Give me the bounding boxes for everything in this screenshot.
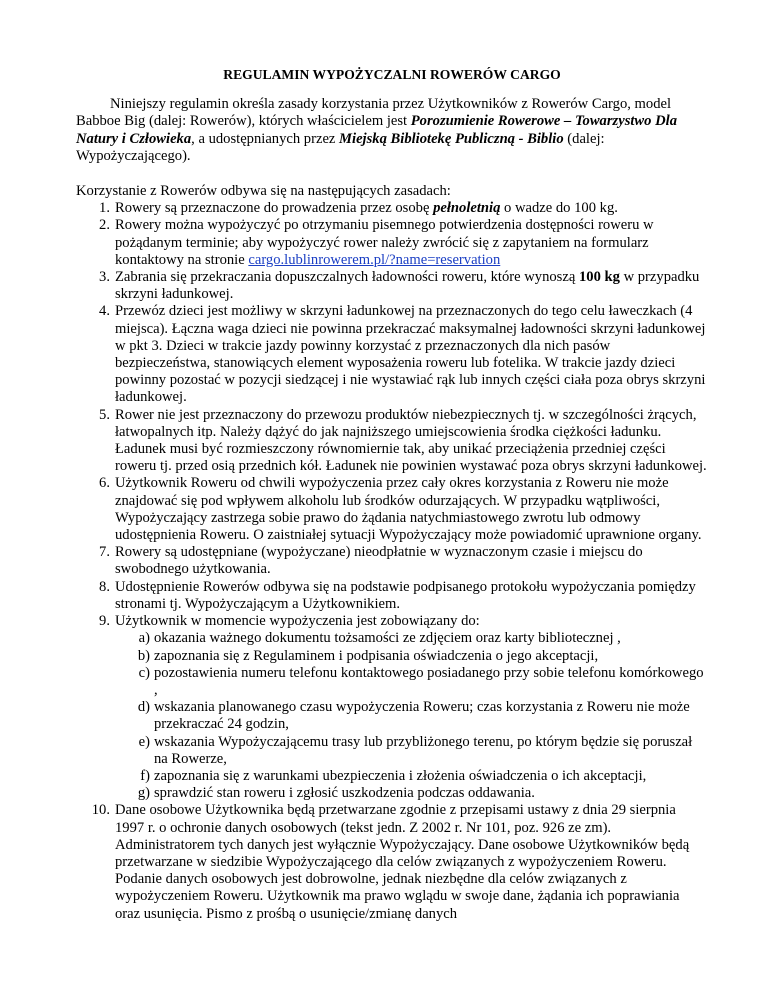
obligation-letter: b) [137, 647, 150, 664]
intro-text-1: Niniejszy regulamin określa zasady korzystania przez Użytkowników z Rowerów Cargo, model Babboe Big (dalej: Rowerów), których właścicielem jest [76, 96, 672, 130]
rule-item-2 [76, 217, 708, 269]
rule-number: 6. [99, 475, 110, 492]
rule-text: o wadze do 100 kg. [500, 200, 618, 217]
rule-text: Udostępnienie Rowerów odbywa się na podstawie podpisanego protokołu wypożyczania pomiędzy stronami tj. Wypożyczającym a Użytkownikiem. [115, 578, 696, 612]
obligation-letter: d) [137, 699, 150, 716]
obligations-list [115, 630, 708, 802]
rule-number: 5. [99, 406, 110, 423]
obligation-letter: g) [137, 785, 150, 802]
rules-lead: Korzystanie z Rowerów odbywa się na następujących zasadach: [76, 183, 451, 200]
rule-item-7 [76, 544, 708, 578]
obligation-letter: a) [138, 630, 150, 647]
obligation-item [115, 630, 708, 647]
intro-text-3: (dalej: Wypożyczającego). [76, 130, 605, 164]
rule-text: Rowery można wypożyczyć po otrzymaniu pisemnego potwierdzenia dostępności roweru w pożądanym terminie; aby wypożyczyć rower należy zwrócić się z zapytaniem na formularz kontaktowy na stronie [115, 217, 654, 268]
rule-item-4 [76, 303, 708, 406]
obligation-letter: f) [140, 767, 150, 784]
rule-number: 8. [99, 578, 110, 595]
obligation-text: zapoznania się z Regulaminem i podpisania oświadczenia o jego akceptacji, [154, 647, 599, 664]
rule-item-8 [76, 579, 708, 613]
rule-text: Zabrania się przekraczania dopuszczalnych ładowności roweru, które wynoszą [115, 269, 579, 286]
rule-item-3 [76, 269, 708, 303]
rule-emphasis: pełnoletnią [433, 200, 501, 217]
library-name: Miejską Bibliotekę Publiczną - Biblio [339, 130, 564, 147]
rules-list [76, 200, 708, 923]
document-title: REGULAMIN WYPOŻYCZALNI ROWERÓW CARGO [223, 67, 561, 82]
obligation-text: wskazania planowanego czasu wypożyczenia Roweru; czas korzystania z Roweru nie może przekraczać 24 godzin, [154, 699, 690, 733]
rule-item-6 [76, 475, 708, 544]
rule-emphasis: 100 kg [578, 269, 620, 286]
obligation-item [115, 648, 708, 665]
rule-item-5 [76, 407, 708, 476]
intro-paragraph [76, 96, 708, 165]
obligation-letter: c) [138, 664, 150, 681]
rule-text: Dane osobowe Użytkownika będą przetwarzane zgodnie z przepisami ustawy z dnia 29 sierpnia 1997 r. o ochronie danych osobowych (tekst jedn. Z 2002 r. Nr 101, poz. 926 ze zm). Administratorem tych danych jest wyłącznie Wypożyczający. Dane osobowe Użytkowników będą przetwarzane w siedzibie Wypożyczającego dla celów związanych z wypożyczeniem Roweru. Podanie danych osobowych jest dobrowolne, jednak niezbędne dla celów związanych z wypożyczeniem Roweru. Użytkownik ma prawo wglądu w swoje dane, żądania ich poprawiania oraz usunięcia. Pismo z prośbą o usunięcie/zmianę danych [115, 802, 690, 922]
obligation-text: okazania ważnego dokumentu tożsamości ze zdjęciem oraz karty bibliotecznej , [154, 630, 621, 647]
rule-text: Przewóz dzieci jest możliwy w skrzyni ładunkowej na przeznaczonych do tego celu ławeczkach (4 miejsca). Łączna waga dzieci nie powinna przekraczać maksymalnej ładowności skrzyni ładunkowej w pkt 3. Dzieci w trakcie jazdy powinny korzystać z przeznaczonych dla nich pasów bezpieczeństwa, stanowiących element wyposażenia roweru lub fotelika. W trakcie jazdy dzieci powinny pozostać w pozycji siedzącej i nie wystawiać rąk lub innych części ciała poza obrys skrzyni ładunkowej. [115, 303, 706, 406]
rule-number: 3. [99, 269, 110, 286]
rule-text: w przypadku skrzyni ładunkowej. [115, 269, 700, 303]
reservation-link[interactable]: cargo.lublinrowerem.pl/?name=reservation [248, 251, 501, 268]
obligation-text: sprawdzić stan roweru i zgłosić uszkodzenia podczas oddawania. [154, 785, 535, 802]
rule-item-1 [76, 200, 708, 217]
obligation-item [115, 785, 708, 802]
obligation-item [115, 768, 708, 785]
rule-item-10 [76, 802, 708, 922]
rule-text: Użytkownik Roweru od chwili wypożyczenia przez cały okres korzystania z Roweru nie może znajdować się pod wpływem alkoholu lub środków odurzających. W przypadku wątpliwości, Wypożyczający zastrzega sobie prawo do żądania natychmiastowego zwrotu lub odmowy udostępnienia Roweru. O zaistniałej sytuacji Wypożyczający może powiadomić uprawnione organy. [115, 475, 702, 544]
rule-text: Rowery są przeznaczone do prowadzenia przez osobę [115, 200, 434, 217]
rule-text: Rowery są udostępniane (wypożyczane) nieodpłatnie w wyznaczonym czasie i miejscu do swobodnego użytkowania. [115, 544, 643, 578]
rule-number: 7. [99, 544, 110, 561]
obligation-text: zapoznania się z warunkami ubezpieczenia i złożenia oświadczenia o ich akceptacji, [154, 767, 647, 784]
rule-text: Użytkownik w momencie wypożyczenia jest zobowiązany do: [115, 613, 480, 630]
rule-number: 9. [99, 613, 110, 630]
owner-name: Porozumienie Rowerowe – Towarzystwo Dla Natury i Człowieka [76, 113, 677, 147]
obligation-letter: e) [138, 733, 150, 750]
obligation-item [115, 699, 708, 733]
rule-item-9 [76, 613, 708, 802]
obligation-item [115, 665, 708, 699]
rule-number: 2. [99, 217, 110, 234]
rule-number: 4. [99, 303, 110, 320]
obligation-text: wskazania Wypożyczającemu trasy lub przybliżonego terenu, po którym będzie się poruszał na Rowerze, [154, 733, 693, 767]
obligation-text: pozostawienia numeru telefonu kontaktowego posiadanego przy sobie telefonu komórkowego , [154, 664, 704, 698]
rule-text: Rower nie jest przeznaczony do przewozu produktów niebezpiecznych tj. w szczególności żrących, łatwopalnych itp. Należy dążyć do jak najniższego umiejscowienia środka ciężkości ładunku. Ładunek musi być rozmieszczony równomiernie tak, aby unikać przeciążenia przedniej części roweru tj. przed osią przednich kół. Ładunek nie powinien wystawać poza obrys skrzyni ładunkowej. [115, 406, 707, 475]
rule-number: 10. [91, 802, 110, 819]
intro-text-2: , a udostępnianych przez [191, 130, 340, 147]
obligation-item [115, 734, 708, 768]
rule-number: 1. [99, 200, 110, 217]
